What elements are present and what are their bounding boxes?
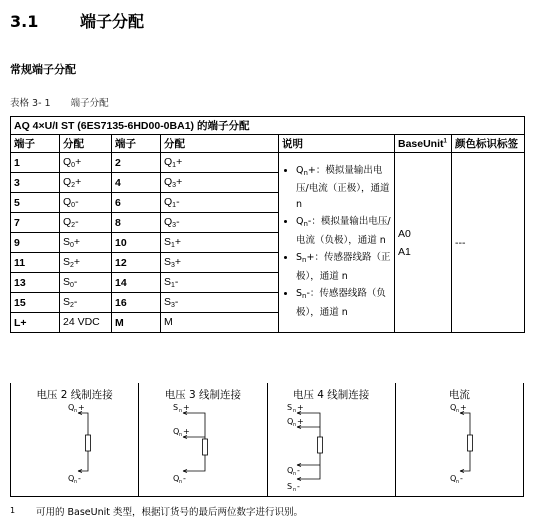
- terminal-number: 15: [11, 293, 60, 313]
- table-caption: [10, 95, 109, 109]
- terminal-assignment: $S_1+$: [161, 233, 279, 253]
- terminal-assignment: $Q_1-$: [161, 193, 279, 213]
- description-item: • $S_n-$：传感器线路（负极），通道 n: [296, 286, 391, 320]
- wiring-4-wire: [268, 383, 396, 496]
- header-assignment: 分配: [161, 135, 279, 153]
- terminal-number: M: [112, 313, 161, 333]
- description-cell: [279, 153, 395, 333]
- description-item: • $S_n+$：传感器线路（正极），通道 n: [296, 250, 391, 284]
- svg-text:n: n: [455, 408, 459, 414]
- wiring-title: 电压 2 线制连接: [36, 389, 113, 401]
- wiring-4-wire-diagram: [268, 401, 396, 495]
- terminal-assignment: $Q_3+$: [161, 173, 279, 193]
- color-label-value: ---: [455, 236, 466, 249]
- terminal-number: 9: [11, 233, 60, 253]
- header-assignment: 分配: [60, 135, 112, 153]
- svg-text:+: +: [296, 403, 304, 412]
- svg-text:-: -: [183, 474, 187, 483]
- terminal-number: 10: [112, 233, 161, 253]
- footnote: [10, 504, 303, 518]
- footnote-mark: 1: [10, 506, 16, 515]
- wiring-title: 电流: [448, 389, 470, 401]
- wiring-3-wire: [139, 383, 267, 496]
- section-heading: [10, 9, 144, 32]
- svg-text:n: n: [292, 408, 296, 414]
- baseunit-type: A1: [398, 245, 411, 258]
- svg-text:Q: Q: [173, 474, 180, 483]
- svg-text:n: n: [292, 487, 296, 493]
- terminal-assignment: $S_1-$: [161, 273, 279, 293]
- svg-text:Q: Q: [173, 427, 180, 436]
- terminal-number: 11: [11, 253, 60, 273]
- svg-text:+: +: [78, 403, 85, 412]
- terminal-assignment: $Q_0-$: [60, 193, 112, 213]
- wiring-title: 电压 3 线制连接: [164, 389, 242, 401]
- header-description: 说明: [279, 135, 395, 153]
- svg-text:Q: Q: [449, 474, 457, 483]
- terminal-assignment: $Q_2-$: [60, 213, 112, 233]
- svg-text:-: -: [459, 474, 463, 483]
- section-title: 端子分配: [80, 12, 145, 31]
- terminal-assignment: M: [161, 313, 279, 333]
- description-item: • $Q_n+$：模拟量输出电压/电流（正极），通道 n: [296, 163, 391, 213]
- terminal-assignment: $Q_1+$: [161, 153, 279, 173]
- header-baseunit: BaseUnit$^1$: [395, 135, 452, 153]
- table-row: [11, 153, 525, 173]
- svg-text:n: n: [292, 471, 296, 477]
- footnote-text: 可用的 BaseUnit 类型，根据订货号的最后两位数字进行识别。: [36, 507, 304, 518]
- terminal-assignment: $Q_0+$: [60, 153, 112, 173]
- caption-label: 表格 3- 1: [10, 98, 51, 109]
- svg-text:n: n: [179, 479, 183, 485]
- terminal-number: 13: [11, 273, 60, 293]
- svg-text:+: +: [459, 403, 467, 412]
- svg-text:-: -: [296, 466, 300, 475]
- description-item: • $Q_n-$：模拟量输出电压/电流（负极），通道 n: [296, 214, 391, 248]
- header-color-label: 颜色标识标签: [452, 135, 525, 153]
- terminal-assignment: $S_0+$: [60, 233, 112, 253]
- terminal-number: 3: [11, 173, 60, 193]
- svg-text:Q: Q: [449, 403, 457, 412]
- svg-text:-: -: [296, 482, 300, 491]
- terminal-assignment: $S_3+$: [161, 253, 279, 273]
- terminal-number: 1: [11, 153, 60, 173]
- terminal-number: L+: [11, 313, 60, 333]
- section-number: 3.1: [10, 12, 39, 31]
- svg-text:Q: Q: [68, 474, 75, 483]
- terminal-number: 6: [112, 193, 161, 213]
- terminal-number: 4: [112, 173, 161, 193]
- baseunit-cell: [395, 153, 452, 333]
- svg-text:n: n: [292, 422, 296, 428]
- terminal-assignment: $Q_2+$: [60, 173, 112, 193]
- terminal-number: 12: [112, 253, 161, 273]
- terminal-assignment: $S_0-$: [60, 273, 112, 293]
- color-label-cell: [452, 153, 525, 333]
- wiring-diagrams: [10, 383, 524, 497]
- svg-text:S: S: [286, 482, 292, 491]
- svg-text:+: +: [296, 417, 304, 426]
- terminal-assignment: $Q_3-$: [161, 213, 279, 233]
- svg-text:n: n: [74, 479, 78, 485]
- svg-text:n: n: [455, 479, 459, 485]
- wiring-2-wire: [11, 383, 139, 496]
- terminal-number: 5: [11, 193, 60, 213]
- terminal-assignment-table: [10, 116, 525, 333]
- wiring-current: [396, 383, 523, 496]
- header-terminal: 端子: [11, 135, 60, 153]
- wiring-3-wire-diagram: [139, 401, 267, 495]
- svg-text:Q: Q: [68, 403, 75, 412]
- terminal-number: 16: [112, 293, 161, 313]
- svg-text:n: n: [74, 408, 78, 414]
- terminal-number: 2: [112, 153, 161, 173]
- svg-text:n: n: [179, 408, 183, 414]
- terminal-assignment: $S_2-$: [60, 293, 112, 313]
- svg-text:S: S: [286, 403, 292, 412]
- terminal-number: 14: [112, 273, 161, 293]
- terminal-number: 8: [112, 213, 161, 233]
- baseunit-type: A0: [398, 227, 411, 240]
- svg-text:Q: Q: [286, 417, 293, 426]
- wiring-title: 电压 4 线制连接: [292, 389, 370, 401]
- svg-text:+: +: [183, 403, 190, 412]
- terminal-assignment: $S_2+$: [60, 253, 112, 273]
- terminal-assignment: 24 VDC: [60, 313, 112, 333]
- svg-text:n: n: [179, 432, 183, 438]
- footnote-ref: 1: [443, 138, 447, 144]
- wiring-2-wire-diagram: [11, 401, 139, 495]
- wiring-current-diagram: [396, 401, 524, 495]
- svg-text:Q: Q: [286, 466, 293, 475]
- table-title: AQ 4×U/I ST (6ES7135-6HD00-0BA1) 的端子分配: [11, 117, 525, 135]
- subsection-heading: 常规端子分配: [10, 63, 76, 76]
- svg-text:S: S: [173, 403, 179, 412]
- terminal-assignment: $S_3-$: [161, 293, 279, 313]
- caption-name: 端子分配: [70, 98, 109, 109]
- svg-text:-: -: [78, 474, 81, 483]
- header-terminal: 端子: [112, 135, 161, 153]
- terminal-number: 7: [11, 213, 60, 233]
- svg-text:+: +: [183, 427, 190, 436]
